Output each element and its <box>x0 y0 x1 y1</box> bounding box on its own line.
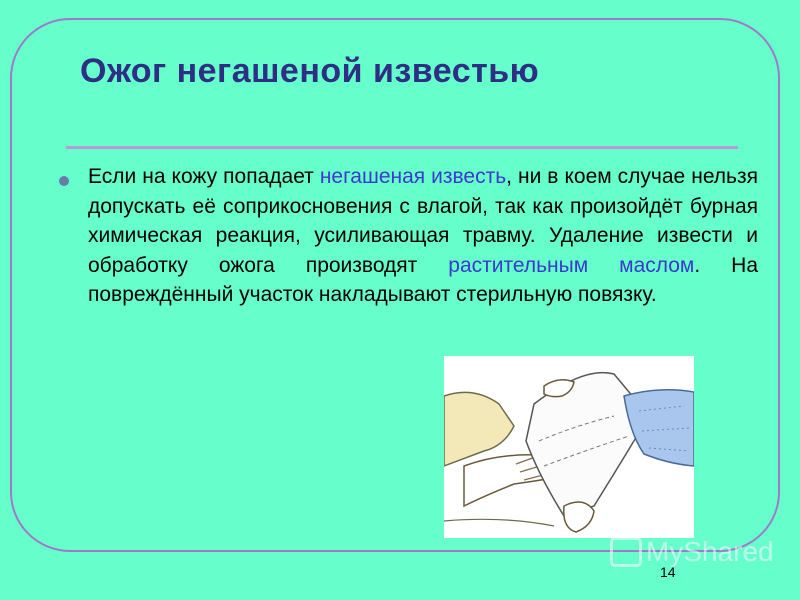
slide-title: Ожог негашеной известью <box>80 52 540 90</box>
title-divider <box>66 146 738 149</box>
page-number: 14 <box>660 564 676 580</box>
highlight-quicklime: негашеная известь <box>319 165 507 188</box>
text-part: . На повреждённый участок накладывают стерильную повязку. <box>88 253 759 306</box>
bullet-icon <box>59 176 69 186</box>
bullet-text <box>88 162 758 310</box>
bandaging-illustration <box>444 356 694 538</box>
bandaging-drawing <box>444 356 694 538</box>
watermark <box>610 536 774 568</box>
slides-icon <box>610 537 642 567</box>
highlight-vegetable-oil: растительным маслом <box>448 253 695 277</box>
text-part: , ни в коем случае нельзя допускать её соприкосновения с влагой, так как произойдёт бурная химическая реакция, усиливающая травму. Удаление извести и обработку ожога производят <box>88 165 758 277</box>
text-part: Если на кожу попадает <box>88 165 320 188</box>
watermark-text: MyShared <box>646 536 774 567</box>
